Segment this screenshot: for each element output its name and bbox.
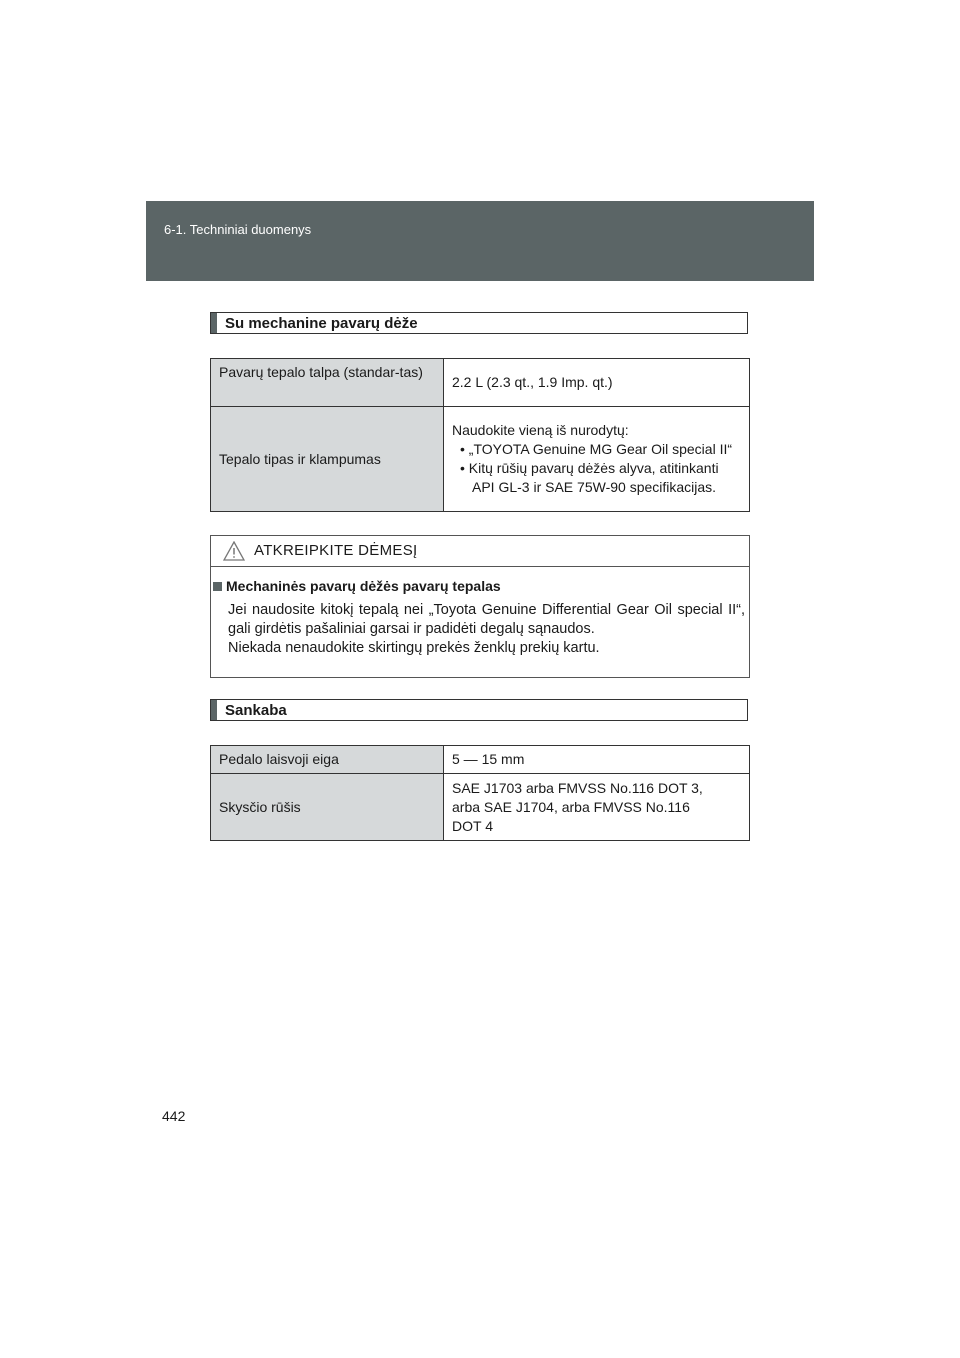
- table-value-cell: SAE J1703 arba FMVSS No.116 DOT 3, arba SAE J1704, arba FMVSS No.116 DOT 4: [444, 774, 750, 841]
- table-value-cell: 5 — 15 mm: [444, 746, 750, 774]
- caution-subtitle: [213, 578, 501, 594]
- caution-paragraph: Niekada nenaudokite skirtingų prekės ženklų prekių kartu.: [228, 640, 600, 656]
- table-value-cell: [444, 407, 750, 512]
- table-key-cell: Skysčio rūšis: [211, 774, 444, 841]
- header-band: [146, 201, 814, 281]
- clutch-table: [210, 745, 750, 841]
- caution-header: [211, 536, 749, 567]
- caution-paragraph: Jei naudosite kitokį tepalą nei „Toyota Genuine Differential Gear Oil special II“, gali girdėtis pašaliniai garsai ir padidėti degalų sąnaudos.: [228, 602, 745, 637]
- section-title-clutch: [210, 699, 748, 721]
- warning-triangle-icon: [223, 541, 245, 561]
- table-key-cell: Pedalo laisvoji eiga: [211, 746, 444, 774]
- section-title-manual-transmission: [210, 312, 748, 334]
- table-row: [211, 774, 750, 841]
- caution-subtitle-text: Mechaninės pavarų dėžės pavarų tepalas: [226, 578, 501, 594]
- section-heading: 6-1. Techniniai duomenys: [164, 222, 312, 237]
- table-key-cell: Pavarų tepalo talpa (standar-tas): [211, 359, 444, 407]
- section-title-bar: [211, 700, 217, 720]
- list-item: • „TOYOTA Genuine MG Gear Oil special II“: [460, 441, 733, 457]
- table-row: [211, 359, 750, 407]
- manual-transmission-table: [210, 358, 750, 512]
- caution-box: [210, 535, 750, 678]
- table-value-cell: 2.2 L (2.3 qt., 1.9 Imp. qt.): [444, 359, 750, 407]
- caution-title: ATKREIPKITE DĖMESĮ: [254, 542, 418, 559]
- section-title-label: Su mechanine pavarų dėže: [225, 315, 418, 332]
- page-number: 442: [162, 1108, 186, 1124]
- table-row: [211, 746, 750, 774]
- section-title-bar: [211, 313, 217, 333]
- table-row: [211, 407, 750, 512]
- caution-body: [228, 601, 745, 658]
- table-key-cell: Tepalo tipas ir klampumas: [211, 407, 444, 512]
- section-title-label: Sankaba: [225, 702, 287, 719]
- list-item: • Kitų rūšių pavarų dėžės alyva, atitinkanti API GL-3 ir SAE 75W-90 specifikacijas.: [460, 460, 719, 495]
- square-bullet-icon: [213, 582, 222, 591]
- value-intro: Naudokite vieną iš nurodytų:: [452, 422, 629, 438]
